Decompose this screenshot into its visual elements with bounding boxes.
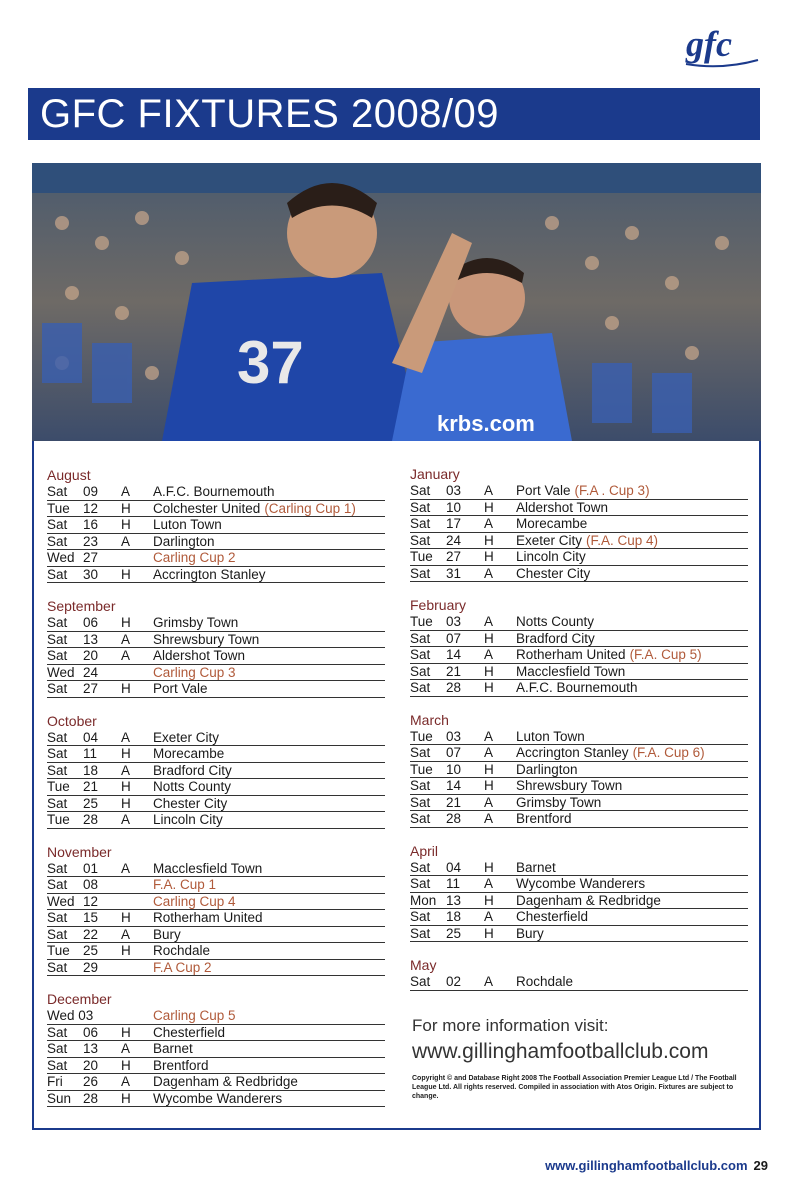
fixture-venue: A xyxy=(121,729,131,745)
fixture-row xyxy=(47,501,385,518)
fixture-opponent: A.F.C. Bournemouth xyxy=(516,680,638,695)
fixture-row xyxy=(410,926,748,943)
month-heading: August xyxy=(47,467,91,483)
fixture-venue: H xyxy=(484,778,494,793)
info-label: For more information visit: xyxy=(412,1016,609,1035)
fixture-opponent: Shrewsbury Town xyxy=(516,778,623,793)
fixture-date: 06 xyxy=(83,1024,99,1040)
svg-text:krbs.com: krbs.com xyxy=(437,411,535,436)
fixture-date: 27 xyxy=(83,681,99,696)
fixture-day: Sat xyxy=(47,729,68,745)
fixture-day: Sat xyxy=(410,745,431,760)
fixture-venue: H xyxy=(121,1024,131,1040)
fixture-row xyxy=(47,943,385,960)
fixture-venue: H xyxy=(484,532,494,548)
page-title: GFC FIXTURES 2008/09 xyxy=(40,91,500,136)
footer-url-link[interactable]: www.gillinghamfootballclub.com xyxy=(545,1158,748,1173)
fixture-opponent: F.A Cup 2 xyxy=(153,959,212,975)
fixture-venue: A xyxy=(121,648,131,663)
fixture-opponent: Morecambe xyxy=(153,746,225,761)
fixture-date: 18 xyxy=(446,909,462,924)
fixture-date: 11 xyxy=(446,876,461,891)
fixture-date: 11 xyxy=(83,746,98,761)
fixture-date: 13 xyxy=(83,631,99,647)
fixture-row xyxy=(410,516,748,533)
fixture-day: Mon xyxy=(410,892,437,908)
fixture-opponent: Rochdale xyxy=(153,943,211,958)
fixture-date: 04 xyxy=(83,729,99,745)
fixture-venue xyxy=(111,550,153,566)
fixture-row xyxy=(410,778,748,795)
fixture-row xyxy=(410,533,748,550)
fixture-row xyxy=(410,483,748,500)
fixture-date: 08 xyxy=(83,877,99,892)
fixture-venue: H xyxy=(121,566,131,582)
fixture-opponent: Aldershot Town xyxy=(153,648,246,663)
fixture-opponent: Chesterfield xyxy=(516,909,589,924)
fixture-row xyxy=(47,567,385,584)
fixture-day: Tue xyxy=(47,500,70,516)
fixture-opponent: Accrington Stanley xyxy=(153,566,266,582)
fixture-opponent: Barnet xyxy=(516,859,556,875)
fixture-opponent: Grimsby Town xyxy=(516,794,602,810)
fixture-opponent: Carling Cup 4 xyxy=(153,893,236,909)
fixture-date: 07 xyxy=(446,630,462,646)
fixture-row xyxy=(47,1058,385,1075)
fixture-opponent: Notts County xyxy=(516,614,595,629)
fixture-opponent: A.F.C. Bournemouth xyxy=(153,484,275,499)
fixture-venue: H xyxy=(484,630,494,646)
fixture-day: Sat xyxy=(47,762,68,778)
fixture-row xyxy=(410,680,748,697)
fixture-row xyxy=(47,910,385,927)
fixture-day: Sat xyxy=(410,811,431,826)
fixture-opponent: Port Vale xyxy=(153,681,208,696)
fixture-row xyxy=(410,974,748,991)
fixture-day: Sat xyxy=(47,795,68,811)
fixture-day: Sat xyxy=(47,1024,68,1040)
fixture-row xyxy=(410,893,748,910)
fixture-date: 06 xyxy=(83,615,99,630)
fixture-row xyxy=(410,876,748,893)
fixture-venue: H xyxy=(484,925,494,941)
fixture-day: Sat xyxy=(410,794,431,810)
fixture-venue: H xyxy=(484,549,494,564)
fixture-opponent: Barnet xyxy=(153,1041,193,1056)
fixture-row xyxy=(47,1008,385,1025)
fixture-venue: H xyxy=(121,910,131,925)
fixture-opponent: Morecambe xyxy=(516,516,588,531)
month-heading: May xyxy=(410,957,437,973)
fixture-day: Sat xyxy=(410,876,431,891)
fixture-row xyxy=(410,745,748,762)
fixture-date: 24 xyxy=(446,532,462,548)
svg-text:37: 37 xyxy=(237,329,304,396)
fixture-row xyxy=(410,795,748,812)
fixture-day: Sat xyxy=(47,1057,68,1073)
fixture-venue: H xyxy=(121,943,131,958)
fixture-date: 13 xyxy=(83,1041,99,1056)
fixture-opponent: Wycombe Wanderers xyxy=(153,1090,283,1106)
fixture-venue: H xyxy=(484,761,494,777)
fixture-row xyxy=(410,729,748,746)
fixture-opponent: Shrewsbury Town xyxy=(153,631,260,647)
fixture-opponent: Carling Cup 2 xyxy=(153,550,236,565)
fixture-day: Sat xyxy=(410,516,431,531)
fixture-date: 15 xyxy=(83,910,99,925)
fixture-date: 13 xyxy=(446,892,462,908)
fixture-row xyxy=(47,812,385,829)
fixture-opponent: Grimsby Town xyxy=(153,615,239,630)
fixture-day: Sat xyxy=(410,483,431,498)
fixture-venue: H xyxy=(484,663,494,679)
fixture-day: Sat xyxy=(47,1041,68,1056)
fixture-venue: H xyxy=(121,500,131,516)
fixture-date: 21 xyxy=(83,779,99,794)
fixture-day: Sat xyxy=(47,860,68,876)
fixture-opponent: Luton Town xyxy=(516,728,585,744)
fixture-day: Tue xyxy=(47,779,70,794)
fixture-date: 28 xyxy=(446,680,462,695)
fixture-opponent: Aldershot Town xyxy=(516,499,609,515)
fixture-venue: H xyxy=(121,746,131,761)
fixture-date: 16 xyxy=(83,517,99,532)
fixture-day: Sat xyxy=(47,533,68,549)
fixture-row xyxy=(47,730,385,747)
fixture-venue: A xyxy=(121,762,131,778)
fixture-day: Tue xyxy=(47,812,70,827)
fixture-day: Sat xyxy=(47,877,68,892)
fixture-date: 27 xyxy=(446,549,462,564)
month-heading: April xyxy=(410,842,439,859)
fixture-row xyxy=(47,861,385,878)
fixture-date: 17 xyxy=(446,516,462,531)
fixture-day: Sat xyxy=(47,615,68,630)
fixture-day: Sat xyxy=(47,631,68,647)
month-heading: January xyxy=(410,466,460,482)
fixture-venue: A xyxy=(484,794,494,810)
copyright-text: Copyright © and Database Right 2008 The Football Association Premier League Ltd / The Football League Ltd. All rights reserved. Compiled in association with Atos Origin. Fixtures are subject to change. xyxy=(412,1075,737,1100)
fixture-row xyxy=(410,909,748,926)
fixture-date: 30 xyxy=(83,566,99,582)
fixture-opponent: Carling Cup 3 xyxy=(153,664,236,680)
fixture-opponent: Wycombe Wanderers xyxy=(516,876,646,891)
fixture-venue: H xyxy=(121,615,131,630)
fixture-day: Sat xyxy=(47,681,68,696)
fixture-row xyxy=(47,927,385,944)
fixture-date: 10 xyxy=(446,761,462,777)
fixture-day: Wed 03 xyxy=(47,1008,94,1023)
fixture-venue xyxy=(111,960,153,976)
fixture-date: 22 xyxy=(83,926,99,942)
fixture-date: 20 xyxy=(83,1057,99,1073)
fixture-venue: A xyxy=(484,909,494,924)
fixture-day: Sat xyxy=(47,648,68,663)
month-heading: September xyxy=(47,598,116,614)
fixture-venue: A xyxy=(121,860,131,876)
fixture-opponent: Dagenham & Redbridge xyxy=(153,1074,298,1089)
fixture-cup-note: (F.A. Cup 4) xyxy=(586,532,659,548)
fixture-date: 25 xyxy=(446,925,462,941)
fixture-day: Sat xyxy=(47,566,68,582)
fixture-venue: H xyxy=(121,681,131,696)
fixture-day: Sat xyxy=(47,910,68,925)
fixture-venue: A xyxy=(121,1041,131,1056)
fixture-venue: H xyxy=(121,517,131,532)
fixture-date: 04 xyxy=(446,859,462,875)
fixture-day: Wed xyxy=(47,893,75,909)
month-heading: March xyxy=(410,711,449,728)
fixture-row xyxy=(410,762,748,779)
fixture-row xyxy=(47,665,385,682)
fixture-venue: A xyxy=(121,533,131,549)
svg-text:gfc: gfc xyxy=(686,24,732,64)
fixtures-column-left xyxy=(47,466,385,1107)
fixture-date: 27 xyxy=(83,550,99,565)
fixture-row xyxy=(47,746,385,763)
fixture-row xyxy=(47,550,385,567)
fixture-day: Sat xyxy=(410,565,431,581)
fixture-date: 12 xyxy=(83,500,99,516)
fixture-opponent: Brentford xyxy=(516,811,572,826)
fixture-venue: A xyxy=(121,631,131,647)
fixture-date: 10 xyxy=(446,499,462,515)
fixture-date: 29 xyxy=(83,959,99,975)
fixture-opponent: Macclesfield Town xyxy=(153,860,263,876)
info-block xyxy=(412,1016,752,1101)
fixture-day: Sat xyxy=(47,926,68,942)
fixture-date: 21 xyxy=(446,663,462,679)
fixture-row xyxy=(47,534,385,551)
fixture-venue: A xyxy=(484,811,494,826)
fixture-row xyxy=(47,1041,385,1058)
fixture-venue: A xyxy=(121,926,131,942)
title-bar xyxy=(28,88,760,140)
month-heading: December xyxy=(47,991,112,1007)
fixture-row xyxy=(410,549,748,566)
fixture-opponent: Rochdale xyxy=(516,974,574,989)
fixture-venue: A xyxy=(484,876,494,891)
fixture-venue: H xyxy=(484,859,494,875)
fixture-venue xyxy=(111,894,153,910)
fixture-opponent: Carling Cup 5 xyxy=(153,1008,236,1023)
fixture-opponent: Brentford xyxy=(153,1057,209,1073)
fixture-opponent: Luton Town xyxy=(153,517,222,532)
fixture-day: Sat xyxy=(410,909,431,924)
fixture-opponent: Chester City xyxy=(153,795,228,811)
fixture-row xyxy=(47,1074,385,1091)
fixture-row xyxy=(47,763,385,780)
fixture-venue: H xyxy=(121,795,131,811)
fixture-day: Tue xyxy=(47,943,70,958)
celebration-photo xyxy=(32,163,761,441)
fixture-cup-note: (Carling Cup 1) xyxy=(264,500,356,516)
fixture-row xyxy=(410,860,748,877)
fixture-day: Sat xyxy=(410,532,431,548)
fixture-venue: A xyxy=(484,565,494,581)
fixture-row xyxy=(47,877,385,894)
fixture-opponent: Lincoln City xyxy=(153,812,223,827)
fixture-row xyxy=(47,1091,385,1108)
fixture-date: 28 xyxy=(446,811,462,826)
fixture-opponent: Chesterfield xyxy=(153,1024,226,1040)
fixture-row xyxy=(47,517,385,534)
fixture-date: 26 xyxy=(83,1074,99,1089)
fixture-day: Tue xyxy=(410,761,433,777)
fixture-cup-note: (F.A. Cup 6) xyxy=(632,745,705,760)
fixture-date: 20 xyxy=(83,648,99,663)
fixture-day: Wed xyxy=(47,550,75,565)
month-heading: February xyxy=(410,597,467,613)
fixture-opponent: Macclesfield Town xyxy=(516,663,626,679)
fixture-opponent: Darlington xyxy=(153,533,215,549)
fixture-opponent: Rotherham United (F.A. Cup 5) xyxy=(516,647,702,662)
fixture-day: Sat xyxy=(47,959,68,975)
fixture-row xyxy=(47,632,385,649)
fixtures-column-right xyxy=(410,465,748,991)
fixture-opponent: Lincoln City xyxy=(516,549,586,564)
fixture-venue xyxy=(111,877,153,893)
fixture-date: 18 xyxy=(83,762,99,778)
fixture-date: 01 xyxy=(83,860,99,876)
fixture-date: 14 xyxy=(446,647,462,662)
gfc-logo xyxy=(682,20,762,72)
fixture-opponent: Bury xyxy=(516,925,544,941)
fixture-date: 03 xyxy=(446,728,462,744)
fixture-day: Wed xyxy=(47,664,75,680)
fixture-row xyxy=(47,1025,385,1042)
fixture-day: Sat xyxy=(410,974,431,989)
fixture-date: 14 xyxy=(446,778,462,793)
fixture-day: Sat xyxy=(410,499,431,515)
fixture-row xyxy=(47,779,385,796)
fixture-venue: A xyxy=(484,483,494,498)
fixture-day: Tue xyxy=(410,614,433,629)
fixture-date: 25 xyxy=(83,943,99,958)
fixture-row xyxy=(47,484,385,501)
fixture-date: 03 xyxy=(446,614,462,629)
page-number: 29 xyxy=(753,1158,768,1173)
fixture-date: 09 xyxy=(83,484,99,499)
month-heading: October xyxy=(47,712,97,729)
fixture-opponent: Bury xyxy=(153,926,181,942)
fixture-day: Sat xyxy=(410,680,431,695)
info-url-link[interactable]: www.gillinghamfootballclub.com xyxy=(412,1040,709,1063)
fixture-row xyxy=(410,664,748,681)
fixture-date: 07 xyxy=(446,745,462,760)
fixture-opponent: Accrington Stanley (F.A. Cup 6) xyxy=(516,745,705,760)
fixture-opponent: Port Vale (F.A . Cup 3) xyxy=(516,483,650,498)
fixture-venue: H xyxy=(121,779,131,794)
fixture-row xyxy=(47,894,385,911)
fixture-date: 23 xyxy=(83,533,99,549)
fixture-day: Tue xyxy=(410,549,433,564)
fixture-venue: A xyxy=(121,812,131,827)
fixture-venue: A xyxy=(121,484,131,499)
fixture-opponent: Darlington xyxy=(516,761,578,777)
fixture-row xyxy=(410,631,748,648)
fixture-row xyxy=(410,500,748,517)
fixture-day: Fri xyxy=(47,1074,63,1089)
fixture-date: 31 xyxy=(446,565,462,581)
fixture-row xyxy=(410,566,748,583)
fixture-date: 28 xyxy=(83,1090,99,1106)
month-heading: November xyxy=(47,843,112,860)
fixture-venue: A xyxy=(484,614,494,629)
fixture-opponent: Exeter City (F.A. Cup 4) xyxy=(516,532,659,548)
fixture-venue: H xyxy=(484,892,494,908)
fixture-opponent: Chester City xyxy=(516,565,591,581)
fixture-venue: H xyxy=(121,1090,131,1106)
fixture-opponent: Notts County xyxy=(153,779,232,794)
fixture-day: Tue xyxy=(410,728,433,744)
fixture-opponent: Rotherham United xyxy=(153,910,263,925)
fixture-opponent: Bradford City xyxy=(153,762,232,778)
fixture-venue xyxy=(111,1008,153,1024)
fixture-venue: A xyxy=(484,745,494,760)
fixture-day: Sat xyxy=(410,663,431,679)
fixture-date: 03 xyxy=(446,483,462,498)
fixture-venue: A xyxy=(484,974,494,989)
fixture-row xyxy=(47,960,385,977)
fixture-date: 02 xyxy=(446,974,462,989)
fixture-row xyxy=(410,614,748,631)
fixture-day: Sat xyxy=(410,778,431,793)
fixture-day: Sat xyxy=(410,925,431,941)
fixture-date: 25 xyxy=(83,795,99,811)
fixture-day: Sat xyxy=(410,859,431,875)
page-footer xyxy=(545,1158,768,1173)
fixture-cup-note: (F.A . Cup 3) xyxy=(574,483,650,498)
fixture-opponent: Exeter City xyxy=(153,729,220,745)
fixture-opponent: Bradford City xyxy=(516,630,595,646)
fixture-day: Sat xyxy=(47,517,68,532)
fixture-row xyxy=(410,811,748,828)
fixture-opponent: Colchester United (Carling Cup 1) xyxy=(153,500,356,516)
fixture-venue xyxy=(111,665,153,681)
fixture-opponent: Dagenham & Redbridge xyxy=(516,892,661,908)
fixture-date xyxy=(83,1008,111,1024)
fixture-row xyxy=(47,615,385,632)
fixture-row xyxy=(410,647,748,664)
fixture-venue: A xyxy=(484,647,494,662)
fixture-row xyxy=(47,648,385,665)
fixture-venue: H xyxy=(121,1057,131,1073)
fixture-opponent: F.A. Cup 1 xyxy=(153,877,217,892)
fixture-day: Sat xyxy=(410,630,431,646)
fixture-date: 28 xyxy=(83,812,99,827)
fixture-day: Sun xyxy=(47,1090,72,1106)
fixture-venue: H xyxy=(484,499,494,515)
fixture-venue: A xyxy=(484,728,494,744)
fixture-row xyxy=(47,681,385,698)
fixture-date: 24 xyxy=(83,664,99,680)
fixture-day: Sat xyxy=(47,746,68,761)
fixture-date: 12 xyxy=(83,893,99,909)
fixture-day: Sat xyxy=(410,647,431,662)
fixture-date: 21 xyxy=(446,794,462,810)
fixture-venue: H xyxy=(484,680,494,695)
fixture-row xyxy=(47,796,385,813)
fixture-cup-note: (F.A. Cup 5) xyxy=(629,647,702,662)
fixture-venue: A xyxy=(484,516,494,531)
fixture-venue: A xyxy=(121,1074,131,1089)
fixture-day: Sat xyxy=(47,484,68,499)
